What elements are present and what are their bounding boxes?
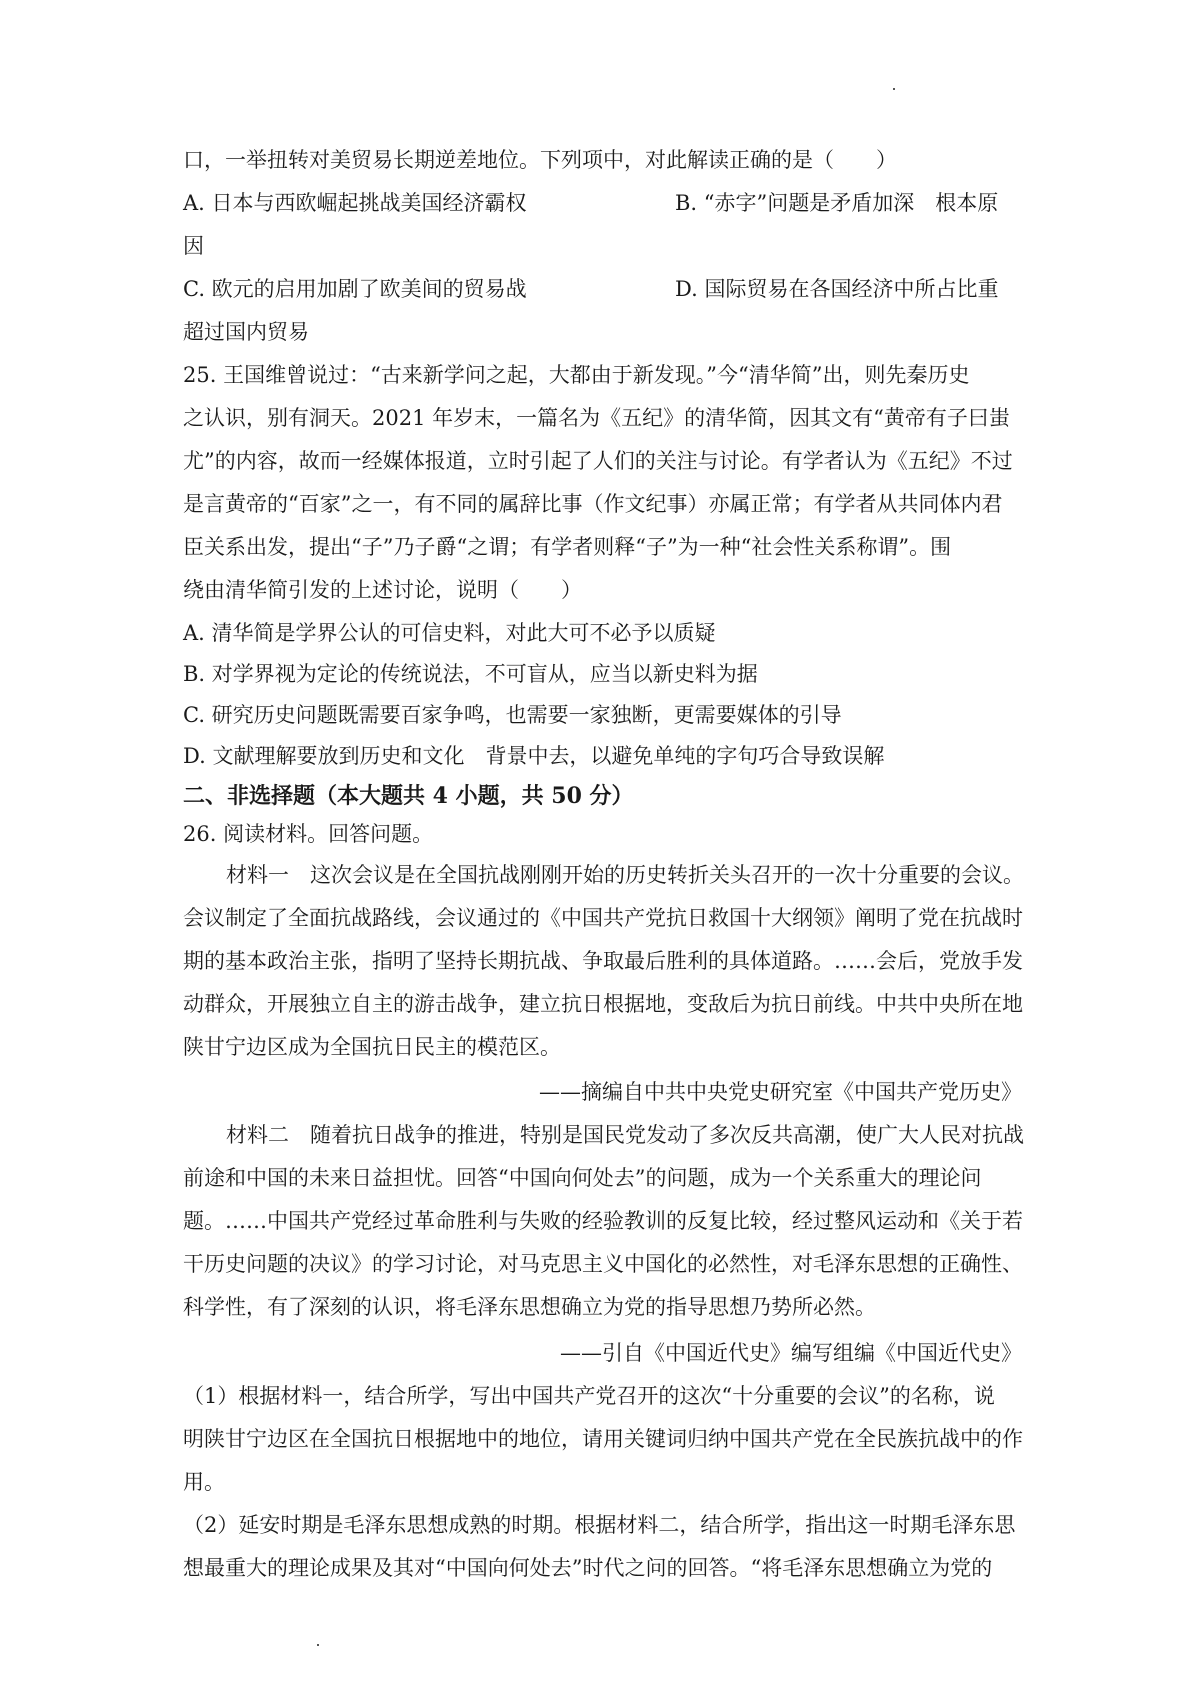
q25-stem-line: 尤”的内容，故而一经媒体报道，立时引起了人们的关注与讨论。有学者认为《五纪》不过 [183, 449, 1013, 473]
q24-stem-end: 口，一举扭转对美贸易长期逆差地位。下列项中，对此解读正确的是（ ） [183, 148, 897, 172]
material-one-line: 会议制定了全面抗战路线，会议通过的《中国共产党抗日救国十大纲领》阐明了党在抗战时 [183, 906, 1023, 930]
section-title: 二、非选择题（本大题共 4 小题，共 50 分） [183, 783, 634, 809]
q25-stem-line: 臣关系出发，提出“子”乃子爵“之谓；有学者则释“子”为一种“社会性关系称谓”。围 [183, 535, 952, 559]
q24-option-b: B. “赤字”问题是矛盾加深 根本原 [675, 191, 999, 215]
scan-speck [317, 1644, 319, 1646]
material-two-source: ——引自《中国近代史》编写组编《中国近代史》 [560, 1341, 1022, 1365]
material-two-line: 材料二 随着抗日战争的推进，特别是国民党发动了多次反共高潮，使广大人民对抗战 [226, 1123, 1024, 1147]
q25-option-d: D. 文献理解要放到历史和文化 背景中去，以避免单纯的字句巧合导致误解 [183, 744, 885, 768]
sub-question-2-line: （2）延安时期是毛泽东思想成熟的时期。根据材料二，结合所学，指出这一时期毛泽东思 [183, 1513, 1016, 1537]
material-one-source: ——摘编自中共中央党史研究室《中国共产党历史》 [539, 1080, 1022, 1104]
sub-question-1-line: （1）根据材料一，结合所学，写出中国共产党召开的这次“十分重要的会议”的名称，说 [183, 1384, 995, 1408]
material-two-line: 题。……中国共产党经过革命胜利与失败的经验教训的反复比较，经过整风运动和《关于若 [183, 1209, 1023, 1233]
q25-stem-line: 之认识，别有洞天。2021 年岁末，一篇名为《五纪》的清华简，因其文有“黄帝有子曰蚩 [183, 406, 1010, 430]
q26-intro: 26. 阅读材料。回答问题。 [183, 822, 434, 846]
q24-option-b-wrap: 因 [183, 234, 204, 258]
sub-question-2-line: 想最重大的理论成果及其对“中国向何处去”时代之问的回答。“将毛泽东思想确立为党的 [183, 1556, 993, 1580]
sub-question-1-line: 用。 [183, 1470, 225, 1494]
material-two-line: 前途和中国的未来日益担忧。回答“中国向何处去”的问题，成为一个关系重大的理论问 [183, 1166, 982, 1190]
q25-stem-line: 绕由清华简引发的上述讨论，说明（ ） [183, 578, 582, 602]
q25-stem-line: 是言黄帝的“百家”之一，有不同的属辞比事（作文纪事）亦属正常；有学者从共同体内君 [183, 492, 1003, 516]
material-one-line: 材料一 这次会议是在全国抗战刚刚开始的历史转折关头召开的一次十分重要的会议。 [226, 863, 1024, 887]
q24-option-d: D. 国际贸易在各国经济中所占比重 [675, 277, 999, 301]
q25-option-a: A. 清华简是学界公认的可信史料，对此大可不必予以质疑 [183, 621, 716, 645]
q25-stem-line: 25. 王国维曾说过：“古来新学问之起，大都由于新发现。”今“清华简”出，则先秦历史 [183, 363, 970, 387]
sub-question-1-line: 明陕甘宁边区在全国抗日根据地中的地位，请用关键词归纳中国共产党在全民族抗战中的作 [183, 1427, 1023, 1451]
q25-option-b: B. 对学界视为定论的传统说法，不可盲从，应当以新史料为据 [183, 662, 758, 686]
scan-speck [893, 88, 895, 90]
material-one-line: 期的基本政治主张，指明了坚持长期抗战、争取最后胜利的具体道路。……会后，党放手发 [183, 949, 1023, 973]
q24-option-a: A. 日本与西欧崛起挑战美国经济霸权 [183, 191, 527, 215]
material-two-line: 科学性，有了深刻的认识，将毛泽东思想确立为党的指导思想乃势所必然。 [183, 1295, 876, 1319]
q25-option-c: C. 研究历史问题既需要百家争鸣，也需要一家独断，更需要媒体的引导 [183, 703, 842, 727]
q24-option-c: C. 欧元的启用加剧了欧美间的贸易战 [183, 277, 527, 301]
material-one-line: 动群众，开展独立自主的游击战争，建立抗日根据地，变敌后为抗日前线。中共中央所在地 [183, 992, 1023, 1016]
q24-option-d-wrap: 超过国内贸易 [183, 320, 309, 344]
material-one-line: 陕甘宁边区成为全国抗日民主的模范区。 [183, 1035, 561, 1059]
material-two-line: 干历史问题的决议》的学习讨论，对马克思主义中国化的必然性，对毛泽东思想的正确性、 [183, 1252, 1023, 1276]
